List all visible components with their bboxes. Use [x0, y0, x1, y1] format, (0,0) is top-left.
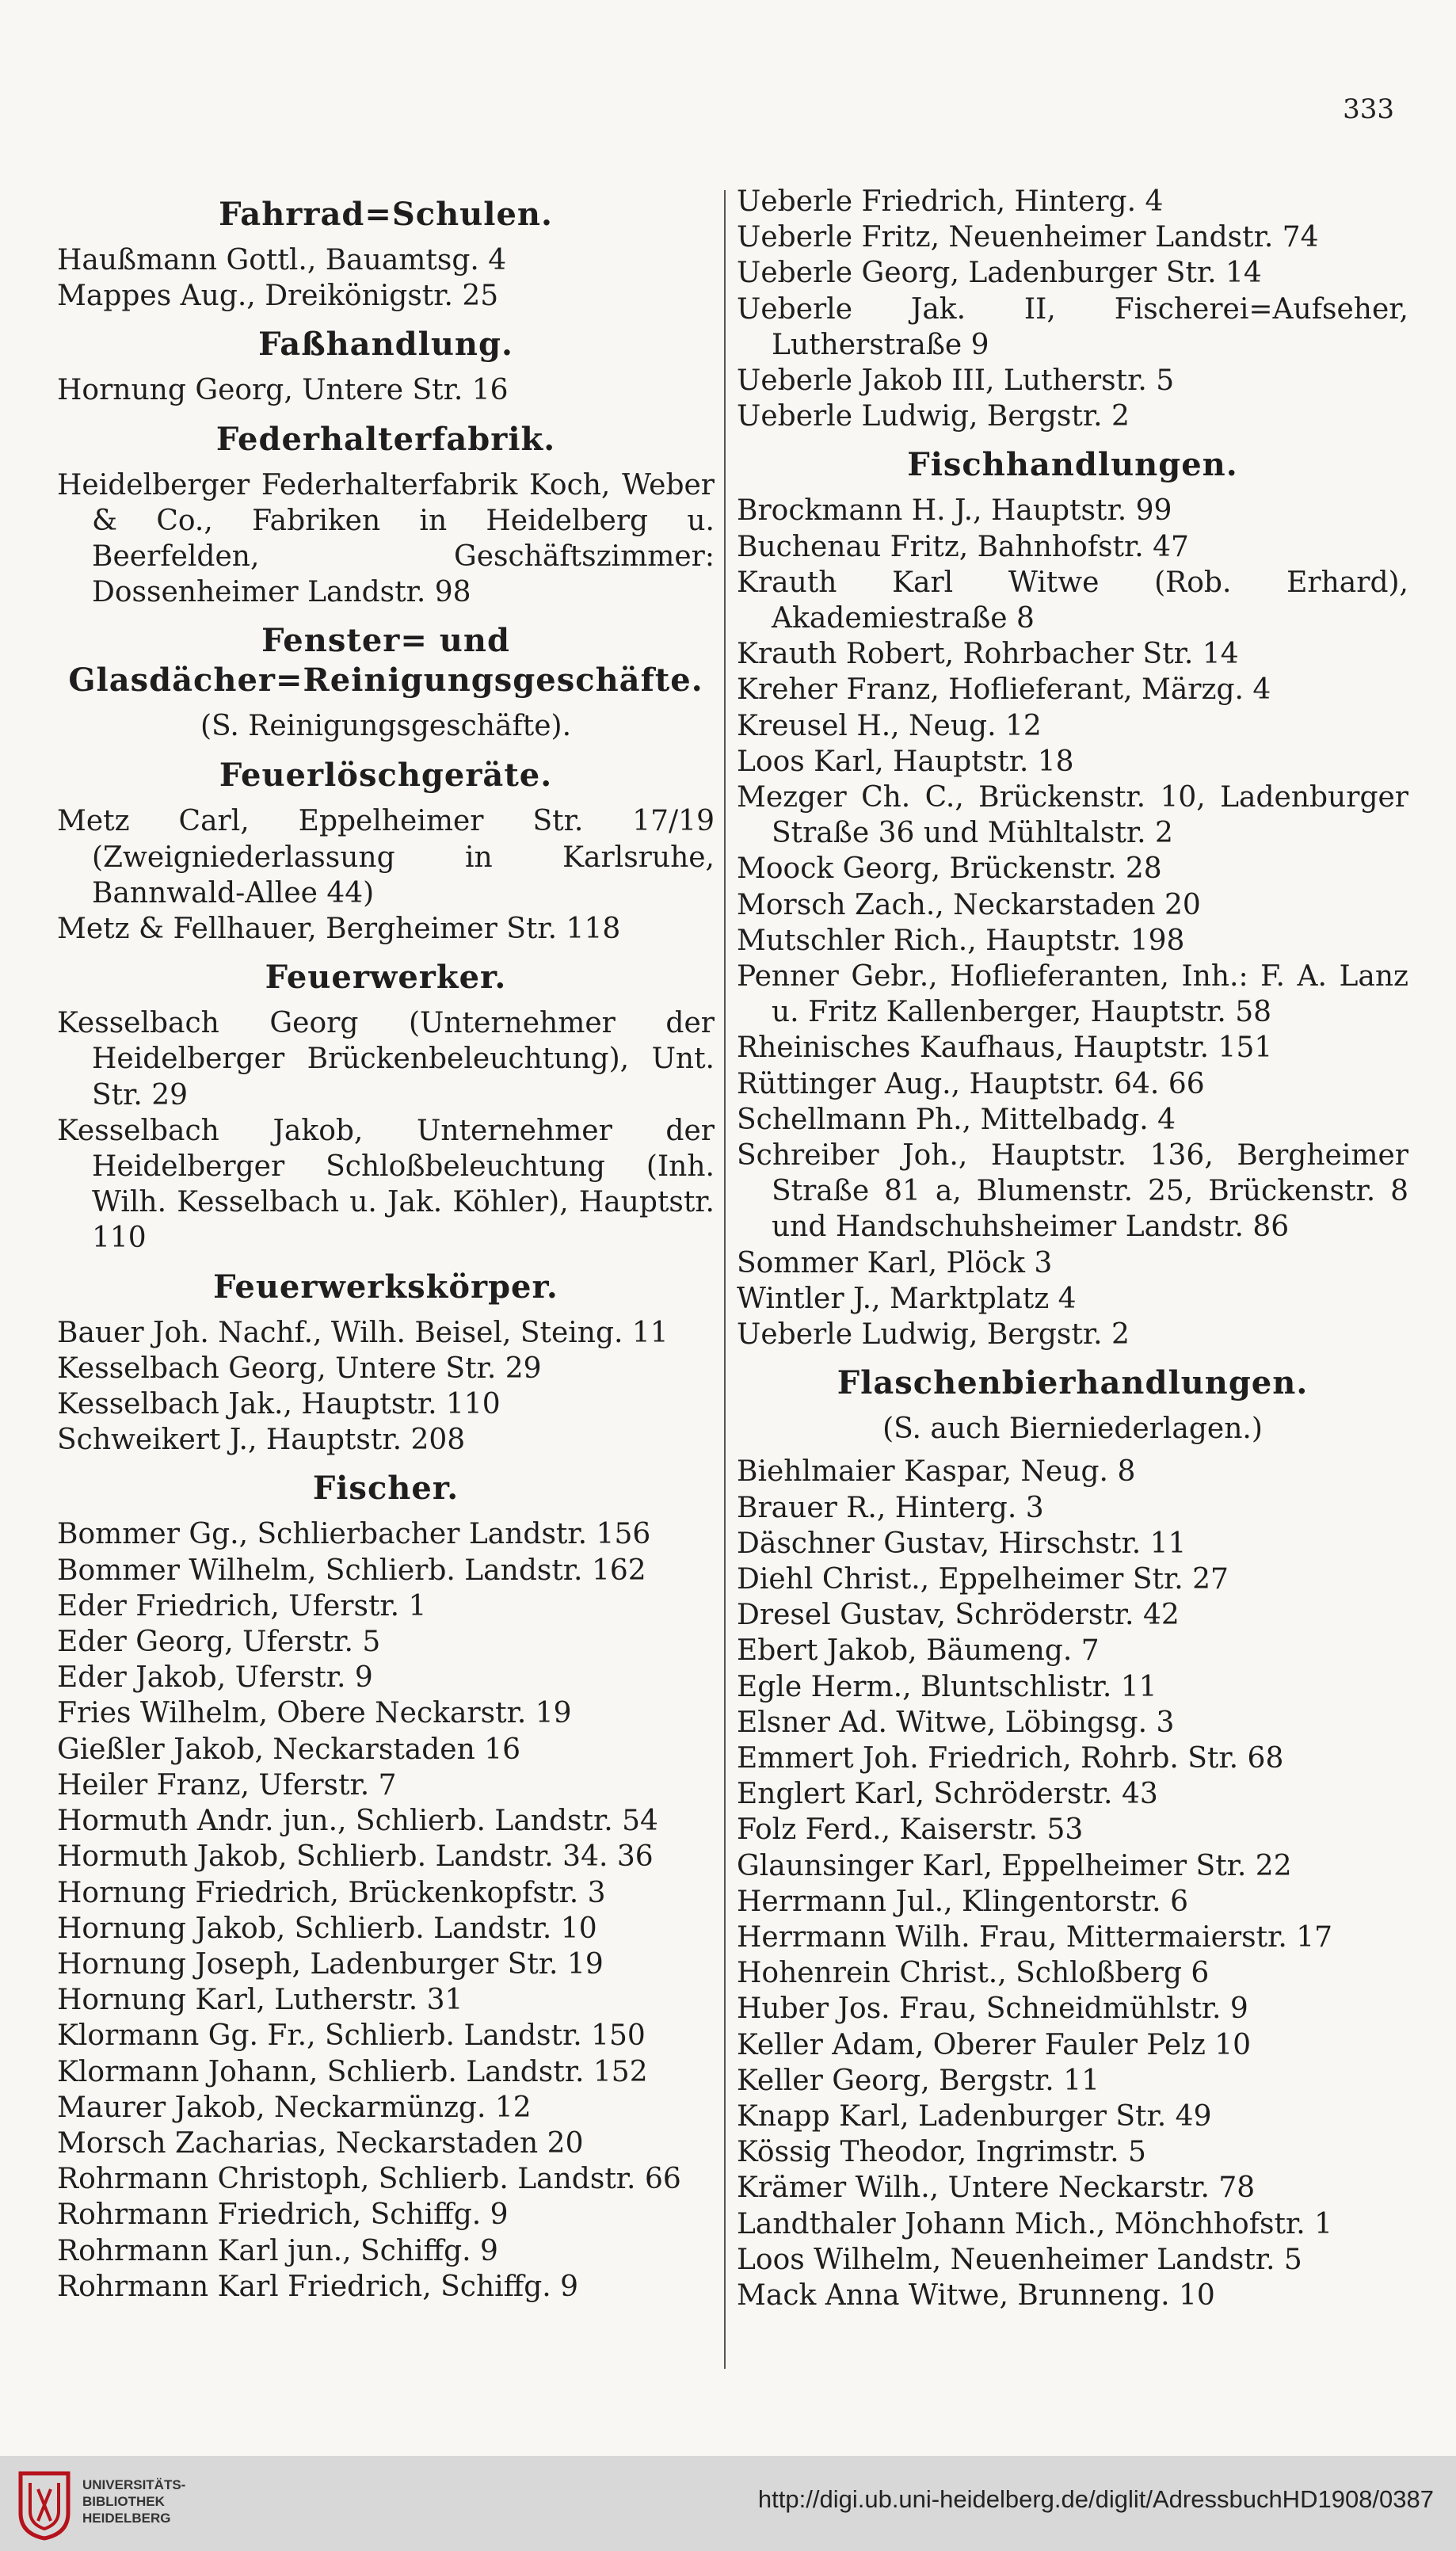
section-feuerwerker: [57, 958, 715, 1256]
directory-entry: Eder Friedrich, Uferstr. 1: [57, 1589, 427, 1622]
section-flaschenbierhandlungen: [737, 1363, 1408, 2313]
directory-entry: Herrmann Wilh. Frau, Mittermaierstr. 17: [737, 1920, 1333, 1954]
directory-entry: Mutschler Rich., Hauptstr. 198: [737, 924, 1185, 957]
directory-entry: Krauth Karl Witwe (Rob. Erhard), Akademiestraße 8: [737, 566, 1408, 635]
directory-entry: Brauer R., Hinterg. 3: [737, 1491, 1044, 1524]
logo-text-line1: UNIVERSITÄTS-: [82, 2477, 186, 2492]
section-heading: Feuerlöschgeräte.: [219, 757, 553, 795]
directory-entry: Landthaler Johann Mich., Mönchhofstr. 1: [737, 2207, 1333, 2240]
page-number: 333: [1343, 93, 1394, 125]
source-url-link[interactable]: http://digi.ub.uni-heidelberg.de/diglit/AdressbuchHD1908/0387: [757, 2485, 1434, 2513]
section-heading: Fischer.: [312, 1470, 459, 1508]
directory-entry: Mezger Ch. C., Brückenstr. 10, Ladenburger Straße 36 und Mühltalstr. 2: [737, 781, 1408, 850]
directory-entry: Maurer Jakob, Neckarmünzg. 12: [57, 2091, 532, 2124]
directory-entry: Mack Anna Witwe, Brunneng. 10: [737, 2278, 1215, 2312]
directory-entry: Eder Jakob, Uferstr. 9: [57, 1661, 373, 1695]
directory-entry: Moock Georg, Brückenstr. 28: [737, 852, 1162, 886]
directory-entry: Rohrmann Karl jun., Schiffg. 9: [57, 2234, 498, 2267]
directory-entry: Sommer Karl, Plöck 3: [737, 1246, 1053, 1279]
directory-entry: Heidelberger Federhalterfabrik Koch, Weber & Co., Fabriken in Heidelberg u. Beerfelden, Geschäftszimmer: Dossenheimer Landstr. 98: [57, 468, 715, 609]
directory-entry: Metz Carl, Eppelheimer Str. 17/19 (Zweigniederlassung in Karlsruhe, Bannwald-Allee 44): [57, 805, 715, 909]
directory-entry: Kesselbach Georg (Unternehmer der Heidelberger Brückenbeleuchtung), Unt. Str. 29: [57, 1007, 715, 1112]
directory-entry: Gießler Jakob, Neckarstaden 16: [57, 1733, 521, 1766]
directory-entry: Bommer Wilhelm, Schlierb. Landstr. 162: [57, 1554, 646, 1587]
directory-entry: Mappes Aug., Dreikönigstr. 25: [57, 280, 499, 313]
directory-entry: Ueberle Ludwig, Bergstr. 2: [737, 400, 1130, 433]
directory-entry: Elsner Ad. Witwe, Löbingsg. 3: [737, 1706, 1175, 1739]
section-heading: Feuerwerker.: [265, 959, 507, 997]
section-heading: Faßhandlung.: [258, 326, 513, 364]
directory-entry: Kesselbach Jakob, Unternehmer der Heidelberger Schloßbeleuchtung (Inh. Wilh. Kesselbach u. Jak. Köhler), Hauptstr. 110: [57, 1114, 715, 1255]
directory-entry: Keller Georg, Bergstr. 11: [737, 2064, 1100, 2097]
directory-entry: Huber Jos. Frau, Schneidmühlstr. 9: [737, 1992, 1248, 2026]
directory-entry: Hornung Jakob, Schlierb. Landstr. 10: [57, 1912, 597, 1945]
directory-entry: Kreusel H., Neug. 12: [737, 709, 1042, 742]
directory-entry: Ueberle Jakob III, Lutherstr. 5: [737, 364, 1175, 398]
directory-entry: Rohrmann Christoph, Schlierb. Landstr. 66: [57, 2163, 681, 2196]
directory-entry: Schellmann Ph., Mittelbadg. 4: [737, 1103, 1176, 1136]
directory-entry: Krämer Wilh., Untere Neckarstr. 78: [737, 2172, 1256, 2205]
directory-entry: Hornung Karl, Lutherstr. 31: [57, 1984, 463, 2017]
directory-entry: Klormann Gg. Fr., Schlierb. Landstr. 150: [57, 2019, 646, 2053]
directory-entry: Diehl Christ., Eppelheimer Str. 27: [737, 1562, 1229, 1596]
directory-entry: Ueberle Jak. II, Fischerei=Aufseher, Lutherstraße 9: [737, 292, 1408, 361]
section-heading: Flaschenbierhandlungen.: [837, 1364, 1309, 1402]
directory-entry: Heiler Franz, Uferstr. 7: [57, 1768, 397, 1802]
section-heading: Fahrrad=Schulen.: [219, 196, 553, 233]
directory-entry: Hornung Friedrich, Brückenkopfstr. 3: [57, 1876, 606, 1909]
section-heading: Federhalterfabrik.: [215, 420, 556, 458]
directory-entry: Morsch Zacharias, Neckarstaden 20: [57, 2126, 584, 2160]
directory-entry: Wintler J., Marktplatz 4: [737, 1282, 1077, 1315]
section-fischer: [57, 1469, 715, 2304]
directory-entry: Kesselbach Jak., Hauptstr. 110: [57, 1388, 501, 1421]
section-heading: Feuerwerkskörper.: [213, 1268, 558, 1306]
section-feuerlöschgeräte: [57, 756, 715, 947]
directory-entry: Loos Karl, Hauptstr. 18: [737, 745, 1074, 778]
directory-entry: Folz Ferd., Kaiserstr. 53: [737, 1813, 1084, 1847]
section-note: (S. Reinigungsgeschäfte).: [200, 710, 572, 743]
directory-entry: Hormuth Andr. jun., Schlierb. Landstr. 54: [57, 1805, 658, 1838]
directory-entry: Ueberle Fritz, Neuenheimer Landstr. 74: [737, 221, 1319, 254]
directory-entry: Hormuth Jakob, Schlierb. Landstr. 34. 36: [57, 1840, 654, 1874]
section-fenster-und-glasdächer-reinigungsgeschäfte: [57, 621, 715, 745]
directory-entry: Haußmann Gottl., Bauamtsg. 4: [57, 244, 507, 276]
directory-entry: Metz & Fellhauer, Bergheimer Str. 118: [57, 913, 621, 946]
directory-entry: Bauer Joh. Nachf., Wilh. Beisel, Steing. 11: [57, 1316, 669, 1349]
directory-entry: Englert Karl, Schröderstr. 43: [737, 1778, 1158, 1811]
directory-entry: Ueberle Friedrich, Hinterg. 4: [737, 185, 1164, 218]
logo-text-line2: BIBLIOTHEK: [82, 2494, 165, 2509]
section-faßhandlung: [57, 325, 715, 408]
directory-entry: Brockmann H. J., Hauptstr. 99: [737, 494, 1172, 528]
directory-entry: Däschner Gustav, Hirschstr. 11: [737, 1527, 1187, 1560]
directory-entry: Egle Herm., Bluntschlistr. 11: [737, 1670, 1157, 1703]
directory-entry: Fries Wilhelm, Obere Neckarstr. 19: [57, 1697, 572, 1730]
section-heading: Fenster= und Glasdächer=Reinigungsgeschäfte.: [68, 622, 703, 700]
directory-entry: Rohrmann Friedrich, Schiffg. 9: [57, 2198, 509, 2232]
directory-entry: Morsch Zach., Neckarstaden 20: [737, 888, 1201, 921]
section-fahrrad-schulen: [57, 195, 715, 314]
directory-entry: Klormann Johann, Schlierb. Landstr. 152: [57, 2055, 648, 2088]
directory-entry: Herrmann Jul., Klingentorstr. 6: [737, 1885, 1188, 1918]
directory-entry: Eder Georg, Uferstr. 5: [57, 1626, 381, 1659]
directory-entry: Knapp Karl, Ladenburger Str. 49: [737, 2099, 1212, 2133]
directory-entry: Loos Wilhelm, Neuenheimer Landstr. 5: [737, 2243, 1302, 2276]
directory-entry: Ebert Jakob, Bäumeng. 7: [737, 1634, 1100, 1668]
directory-entry: Keller Adam, Oberer Fauler Pelz 10: [737, 2028, 1252, 2061]
directory-entry: Buchenau Fritz, Bahnhofstr. 47: [737, 530, 1189, 563]
directory-entry: Bommer Gg., Schlierbacher Landstr. 156: [57, 1518, 651, 1551]
directory-entry: Ueberle Georg, Ladenburger Str. 14: [737, 257, 1262, 290]
directory-entry: Rüttinger Aug., Hauptstr. 64. 66: [737, 1067, 1205, 1100]
column-divider: [724, 190, 726, 2369]
directory-entry: Emmert Joh. Friedrich, Rohrb. Str. 68: [737, 1741, 1284, 1775]
directory-entry: Dresel Gustav, Schröderstr. 42: [737, 1599, 1180, 1632]
section-fischhandlungen: [737, 445, 1408, 1352]
directory-entry: Schreiber Joh., Hauptstr. 136, Bergheimer Straße 81 a, Blumenstr. 25, Brückenstr. 8 und Handschuhsheimer Landstr. 86: [737, 1139, 1408, 1244]
directory-entry: Hohenrein Christ., Schloßberg 6: [737, 1957, 1210, 1990]
directory-entry: Biehlmaier Kaspar, Neug. 8: [737, 1455, 1136, 1489]
directory-entry: Rheinisches Kaufhaus, Hauptstr. 151: [737, 1031, 1273, 1065]
directory-entry: Kössig Theodor, Ingrimstr. 5: [737, 2136, 1146, 2169]
section-feuerwerkskörper: [57, 1268, 715, 1459]
directory-entry: Ueberle Ludwig, Bergstr. 2: [737, 1318, 1130, 1352]
directory-entry: Schweikert J., Hauptstr. 208: [57, 1424, 466, 1457]
logo-text-line3: HEIDELBERG: [82, 2511, 171, 2526]
directory-entry: Krauth Robert, Rohrbacher Str. 14: [737, 638, 1239, 671]
right-column: [737, 184, 1408, 2313]
directory-entry: Hornung Georg, Untere Str. 16: [57, 374, 509, 407]
directory-entry: Hornung Joseph, Ladenburger Str. 19: [57, 1947, 604, 1981]
university-seal-icon: [14, 2465, 74, 2541]
left-column: [57, 184, 715, 2305]
directory-entry: Penner Gebr., Hoflieferanten, Inh.: F. A. Lanz u. Fritz Kallenberger, Hauptstr. 58: [737, 960, 1408, 1029]
directory-entry: Kesselbach Georg, Untere Str. 29: [57, 1352, 542, 1385]
directory-entry: Glaunsinger Karl, Eppelheimer Str. 22: [737, 1849, 1292, 1882]
section-note: (S. auch Bierniederlagen.): [882, 1413, 1263, 1446]
section-federhalterfabrik: [57, 420, 715, 611]
directory-entry: Kreher Franz, Hoflieferant, Märzg. 4: [737, 673, 1271, 707]
section-continued: [737, 184, 1408, 434]
directory-entry: Rohrmann Karl Friedrich, Schiffg. 9: [57, 2270, 579, 2303]
section-heading: Fischhandlungen.: [907, 446, 1238, 484]
